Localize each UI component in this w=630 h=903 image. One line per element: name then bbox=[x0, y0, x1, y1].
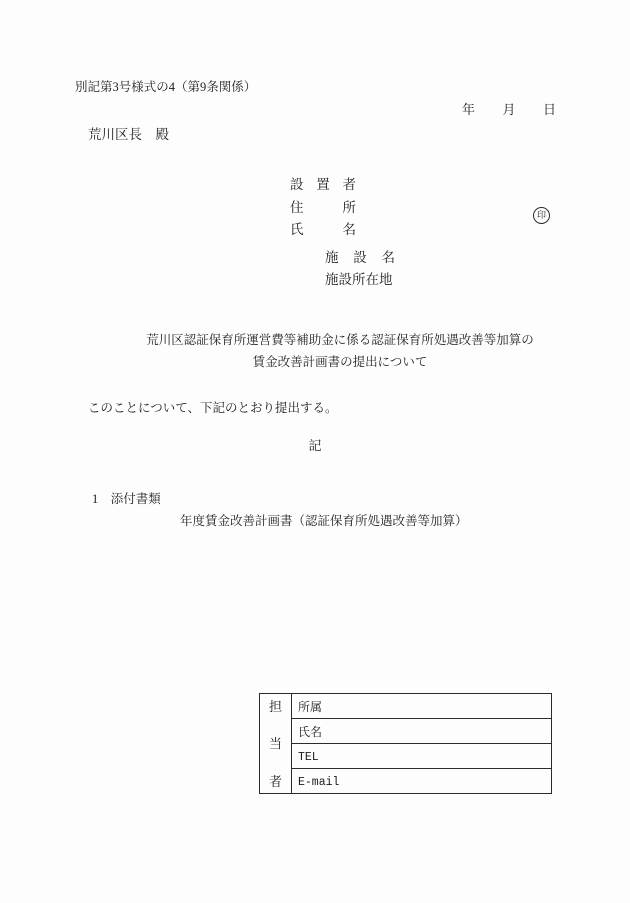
facility-block bbox=[325, 247, 395, 291]
attachment-heading: 1 添付書類 bbox=[92, 492, 161, 506]
role-char: 者 bbox=[268, 773, 282, 789]
address-label: 住所 bbox=[290, 199, 356, 215]
contact-field-affiliation bbox=[292, 694, 552, 719]
date-line bbox=[462, 99, 556, 118]
form-number: 別記第3号様式の4（第9条関係） bbox=[75, 80, 257, 94]
facility-name-label: 施設名 bbox=[325, 250, 395, 265]
name-label: 氏名 bbox=[290, 222, 356, 237]
contact-label: 所属 bbox=[298, 699, 323, 714]
seal-label: 印 bbox=[536, 210, 546, 220]
year-label: 年 bbox=[462, 102, 476, 117]
contact-field-name bbox=[292, 719, 552, 744]
contact-label: 氏名 bbox=[298, 724, 323, 739]
contact-role-header-cell bbox=[260, 694, 292, 794]
month-label: 月 bbox=[502, 102, 516, 117]
body-text: このことについて、下記のとおり提出する。 bbox=[88, 401, 338, 415]
document-title-line1: 荒川区認証保育所運営費等補助金に係る認証保育所処遇改善等加算の bbox=[146, 333, 534, 347]
facility-address-label: 施設所在地 bbox=[325, 272, 393, 287]
installer-label: 設置者 bbox=[290, 177, 356, 192]
table-row bbox=[260, 719, 552, 744]
contact-field-tel bbox=[292, 744, 552, 769]
document-title bbox=[50, 329, 630, 373]
contact-role-header bbox=[260, 697, 291, 791]
applicant-block bbox=[290, 174, 356, 242]
ki-marker: 記 bbox=[308, 438, 322, 453]
table-row bbox=[260, 744, 552, 769]
seal-stamp-icon bbox=[533, 207, 550, 224]
contact-label: TEL bbox=[298, 750, 319, 764]
contact-field-email bbox=[292, 769, 552, 794]
table-row bbox=[260, 694, 552, 719]
contact-label: E-mail bbox=[298, 775, 340, 789]
addressee: 荒川区長 殿 bbox=[88, 127, 169, 142]
role-char: 担 bbox=[268, 698, 282, 714]
attachment-item: 年度賃金改善計画書（認証保育所処遇改善等加算） bbox=[180, 514, 468, 528]
document-title-line2: 賃金改善計画書の提出について bbox=[252, 355, 428, 369]
role-char: 当 bbox=[268, 736, 282, 751]
day-label: 日 bbox=[542, 102, 556, 117]
table-row bbox=[260, 769, 552, 794]
contact-table bbox=[259, 693, 552, 794]
